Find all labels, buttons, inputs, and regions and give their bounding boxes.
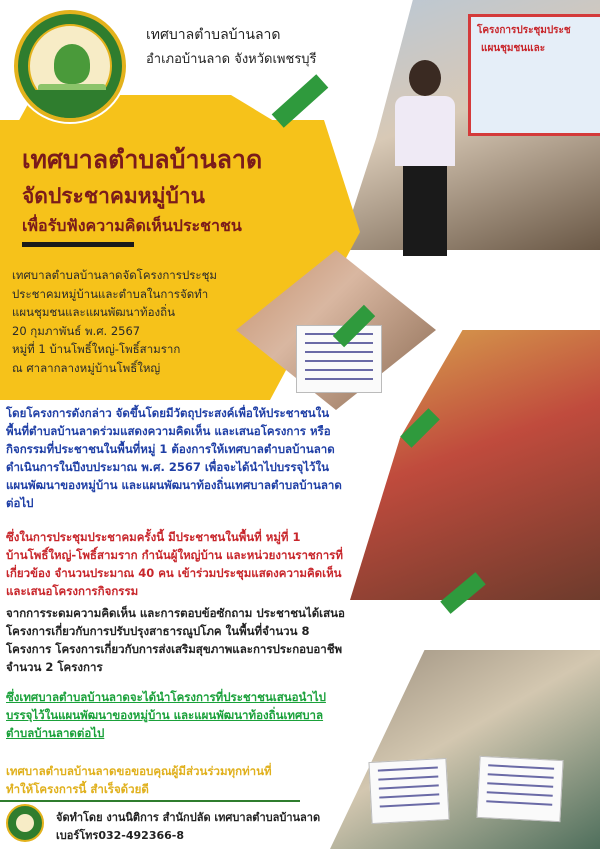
photo-audience: [350, 330, 600, 600]
municipality-logo: [14, 10, 126, 122]
title-line2: จัดประชาคมหมู่บ้าน: [22, 184, 205, 208]
title-underline: [22, 242, 134, 247]
intro-venue: ณ ศาลากลางหมู่บ้านโพธิ์ใหญ่: [12, 360, 161, 375]
body-paragraph-results: จากการระดมความคิดเห็น และการตอบข้อซักถาม ประชาชนได้เสนอโครงการเกี่ยวกับการปรับปรุงสาธารณูปโภค ในพื้นที่จำนวน 8 โครงการ โครงการเกี่ยวกับการส่งเสริมสุขภาพและการประกอบอาชีพ จำนวน 2 โครงการ: [6, 606, 345, 674]
body-paragraph-attendance: ซึ่งในการประชุมประชาคมครั้งนี้ มีประชาชนในพื้นที่ หมู่ที่ 1 บ้านโพธิ์ใหญ่-โพธิ์สามราก กำนันผู้ใหญ่บ้าน และหน่วยงานราชการที่เกี่ยวข้อง จำนวนประมาณ 40 คน เข้าร่วมประชุมแสดงความคิดเห็น และเสนอโครงการกิจกรรม: [6, 530, 343, 598]
body-paragraph-thanks: เทศบาลตำบลบ้านลาดขอขอบคุณผู้มีส่วนร่วมทุกท่านที่ทำให้โครงการนี้ สำเร็จด้วยดี: [6, 764, 272, 796]
title-line3: เพื่อรับฟังความคิดเห็นประชาชน: [22, 216, 242, 235]
intro-date: 20 กุมภาพันธ์ พ.ศ. 2567: [12, 323, 141, 338]
speaker-head: [409, 60, 441, 96]
footer-credit: จัดทำโดย งานนิติการ สำนักปลัด เทศบาลตำบลบ้านลาด: [56, 811, 321, 824]
stage-banner-line1: โครงการประชุมประช: [477, 25, 571, 36]
logo-band: [18, 90, 122, 118]
footer-phone: เบอร์โทร032-492366-8: [56, 829, 184, 842]
speaker-body: [395, 96, 455, 166]
org-address: อำเภอบ้านลาด จังหวัดเพชรบุรี: [146, 52, 317, 67]
org-name: เทศบาลตำบลบ้านลาด: [146, 27, 281, 43]
flipchart-paper: [476, 756, 563, 822]
body-paragraph-purpose: โดยโครงการดังกล่าว จัดขึ้นโดยมีวัตถุประสงค์เพื่อให้ประชาชนในพื้นที่ตำบลบ้านลาดร่วมแสดงความคิดเห็น และเสนอโครงการ หรือกิจกรรมที่ประชาชนในพื้นที่หมู่ 1 ต้องการให้เทศบาลตำบลบ้านลาดดำเนินการในปีงบประมาณ พ.ศ. 2567 เพื่อจะได้นำไปบรรจุไว้ในแผนพัฒนาของหมู่บ้าน และแผนพัฒนาท้องถิ่นเทศบาลตำบลบ้านลาดต่อไป: [6, 406, 342, 510]
intro-line: ประชาคมหมู่บ้านและตำบลในการจัดทำ: [12, 286, 209, 301]
footer-divider: [0, 800, 300, 802]
stage-banner: [468, 14, 600, 136]
palm-tree-icon: [54, 44, 90, 84]
stage-banner-line2: แผนชุมชนและ: [481, 43, 546, 54]
intro-line: เทศบาลตำบลบ้านลาดจัดโครงการประชุม: [12, 268, 217, 282]
flipchart-paper: [368, 758, 449, 824]
intro-location: หมู่ที่ 1 บ้านโพธิ์ใหญ่-โพธิ์สามราก: [12, 342, 181, 356]
title-line1: เทศบาลตำบลบ้านลาด: [22, 145, 263, 174]
intro-line: แผนชุมชนและแผนพัฒนาท้องถิ่น: [12, 305, 175, 319]
speaker-figure: [395, 60, 455, 210]
footer-logo-icon: [6, 804, 44, 842]
speaker-legs: [403, 166, 447, 256]
body-paragraph-next-steps: ซึ่งเทศบาลตำบลบ้านลาดจะได้นำโครงการที่ประชาชนเสนอนำไปบรรจุไว้ในแผนพัฒนาของหมู่บ้าน และแผนพัฒนาท้องถิ่นเทศบาลตำบลบ้านลาดต่อไป: [6, 690, 326, 740]
